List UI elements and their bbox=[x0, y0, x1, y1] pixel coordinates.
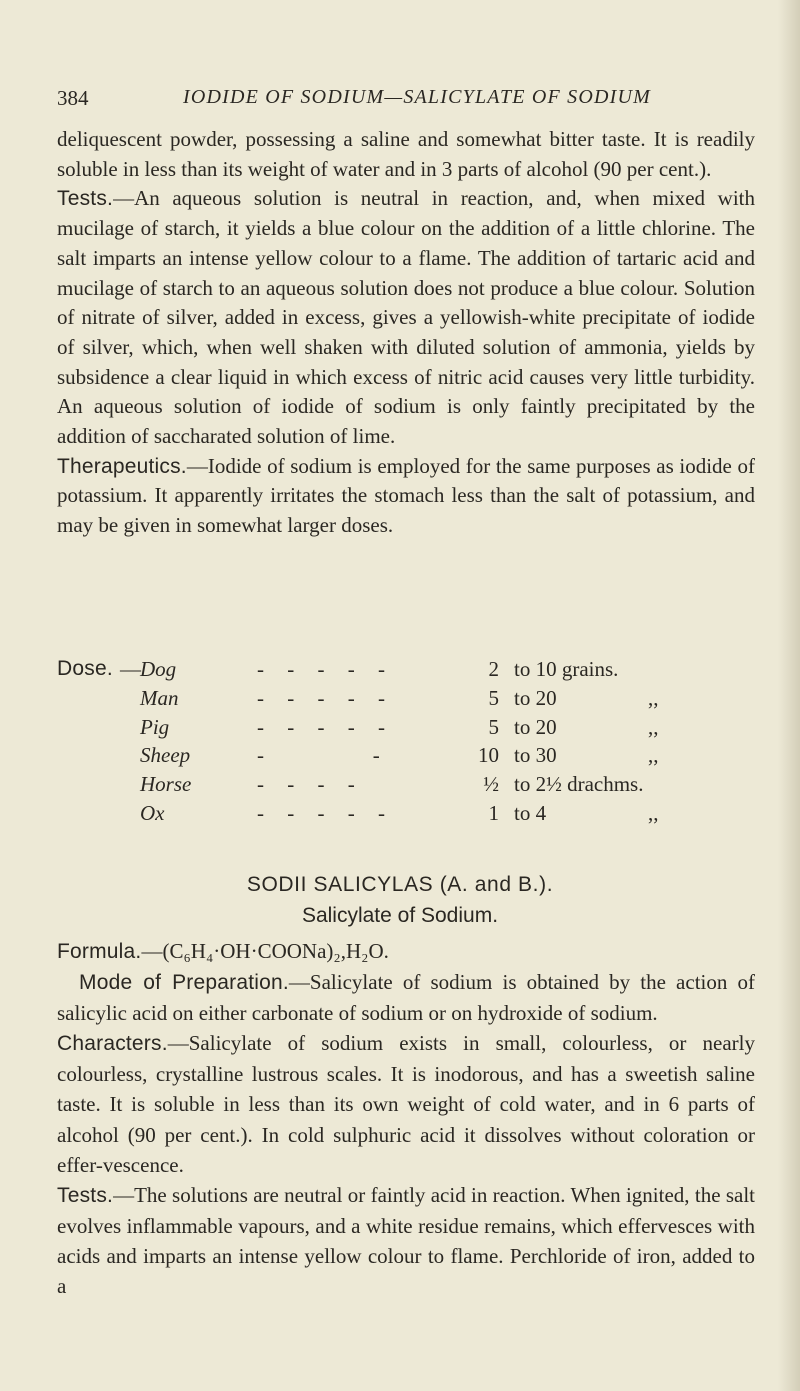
page-header bbox=[57, 80, 757, 120]
dose-animal: Man bbox=[140, 685, 179, 710]
mode-paragraph bbox=[57, 967, 755, 1028]
formula-body: —(C₆H₄·OH·COONa)₂,H₂O. bbox=[141, 939, 389, 963]
dose-ditto: ,, bbox=[648, 800, 659, 825]
body-text-lower bbox=[57, 936, 755, 1301]
dose-ditto: ,, bbox=[648, 685, 659, 710]
dose-table bbox=[57, 655, 757, 828]
dose-to: to 20 bbox=[514, 685, 557, 710]
body-text-upper bbox=[57, 125, 755, 541]
therapeutics-heading: Therapeutics. bbox=[57, 454, 187, 478]
dose-animal: Ox bbox=[140, 800, 165, 825]
dose-to: to 10 grains. bbox=[514, 657, 619, 681]
dose-leader: - - - - - bbox=[257, 800, 394, 825]
dose-animal: Sheep bbox=[140, 743, 191, 768]
formula-paragraph bbox=[57, 936, 755, 967]
dose-from: 10 bbox=[478, 743, 499, 768]
tests-body: —An aqueous solution is neutral in reaction, and, when mixed with mucilage of starch, it yields a blue colour on the addition of a little chlorine. The salt imparts an intense yellow colour to a flame. The addition of tartaric acid and mucilage of starch to an aqueous solution does not produce a blue colour. Solution of nitrate of silver, added in excess, gives a yellowish-white precipitate of iodide of silver, which, when well shaken with diluted solution of ammonia, yields by subsidence a clear liquid in which excess of nitric acid causes very little turbidity. An aqueous solution of iodide of sodium is only faintly precipitated by the addition of saccharated solution of lime. bbox=[57, 186, 755, 449]
dose-to: to 30 bbox=[514, 743, 557, 768]
dose-row bbox=[57, 684, 757, 713]
dose-from: ½ bbox=[483, 772, 499, 797]
dose-row bbox=[57, 655, 757, 684]
tests2-paragraph bbox=[57, 1180, 755, 1301]
dose-animal: Dog bbox=[140, 657, 177, 681]
dose-heading: Dose. bbox=[57, 657, 113, 680]
dose-from: 5 bbox=[488, 714, 499, 739]
dose-leader: - - - - - bbox=[257, 657, 394, 681]
dose-from: 5 bbox=[488, 685, 499, 710]
dose-dash: — bbox=[120, 657, 141, 681]
dose-leader: - - - - bbox=[257, 772, 364, 797]
dose-animal: Pig bbox=[140, 714, 170, 739]
section-title: SODII SALICYLAS (A. and B.). bbox=[246, 873, 554, 896]
dose-animal: Horse bbox=[140, 772, 192, 797]
dose-row bbox=[57, 713, 757, 742]
dose-row bbox=[57, 799, 757, 828]
dose-from: 2 bbox=[488, 657, 499, 681]
therapeutics-paragraph bbox=[57, 452, 755, 541]
characters-heading: Characters. bbox=[57, 1032, 168, 1056]
mode-body: —Salicylate of sodium is obtained by the action of salicylic acid on either carbonate of sodium or on hydroxide of sodium. bbox=[57, 970, 755, 1026]
tests-paragraph bbox=[57, 184, 755, 451]
formula-heading: Formula. bbox=[57, 940, 142, 963]
page-edge-shadow bbox=[778, 0, 800, 1391]
characters-paragraph bbox=[57, 1028, 755, 1179]
dose-ditto: ,, bbox=[648, 743, 659, 768]
paragraph-continuation: deliquescent powder, possessing a saline and somewhat bitter taste. It is readily soluble in less than its weight of water and in 3 parts of alcohol (90 per cent.). bbox=[57, 127, 755, 181]
tests2-heading: Tests. bbox=[57, 1183, 114, 1207]
therapeutics-body: —Iodide of sodium is employed for the same purposes as iodide of potassium. It apparently irritates the stomach less than the salt of potassium, and may be given in somewhat larger doses. bbox=[57, 453, 755, 538]
tests2-body: —The solutions are neutral or faintly acid in reaction. When ignited, the salt evolves inflammable vapours, and a white residue remains, which effervesces with acids and imparts an intense yellow colour to flame. Perchloride of iron, added to a bbox=[57, 1182, 755, 1299]
dose-to: to 4 bbox=[514, 800, 547, 825]
dose-leader: - - - - - bbox=[257, 685, 394, 710]
mode-heading: Mode of Preparation. bbox=[79, 971, 289, 995]
tests-heading: Tests. bbox=[57, 187, 114, 211]
dose-to: to 2½ drachms. bbox=[514, 772, 644, 797]
dose-ditto: ,, bbox=[648, 714, 659, 739]
dose-leader: - - bbox=[257, 743, 389, 768]
dose-leader: - - - - - bbox=[257, 714, 394, 739]
dose-row bbox=[57, 741, 757, 770]
page-number: 384 bbox=[57, 86, 89, 110]
running-title: IODIDE OF SODIUM—SALICYLATE OF SODIUM bbox=[182, 86, 652, 108]
section-subtitle: Salicylate of Sodium. bbox=[301, 904, 499, 927]
dose-to: to 20 bbox=[514, 714, 557, 739]
dose-from: 1 bbox=[488, 800, 499, 825]
dose-row bbox=[57, 770, 757, 799]
characters-body: —Salicylate of sodium exists in small, colourless, or nearly colourless, crystalline lustrous scales. It is inodorous, and has a sweetish saline taste. It is soluble in less than its own weight of cold water, and in 6 parts of alcohol (90 per cent.). In cold sulphuric acid it dissolves without coloration or effer-vescence. bbox=[57, 1031, 755, 1177]
